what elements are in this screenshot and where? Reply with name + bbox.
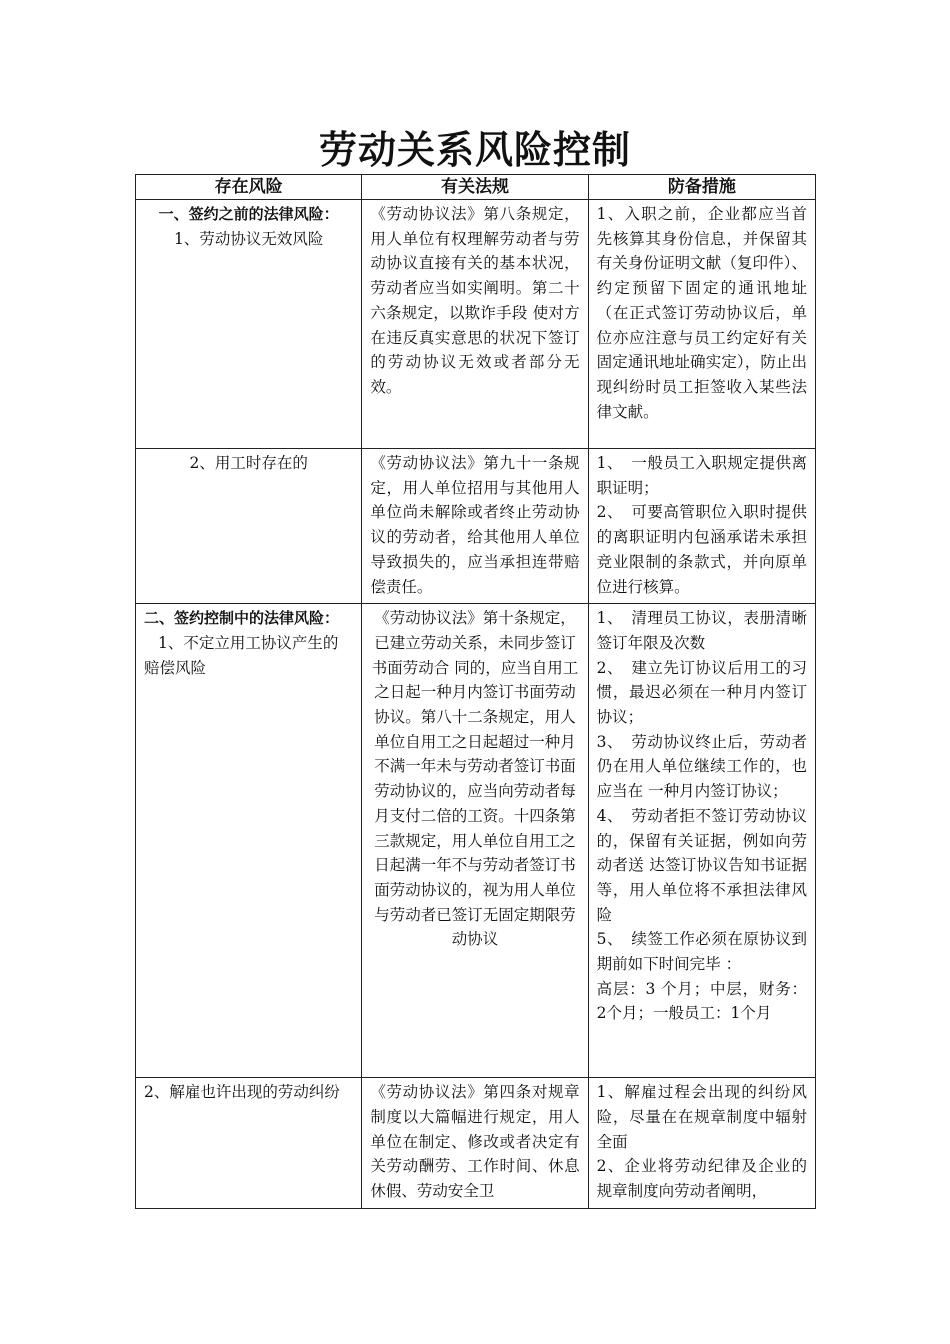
risk-cell xyxy=(136,200,362,449)
risk-item: 1、劳动协议无效风险 xyxy=(173,229,324,248)
measure-item: 2、企业将劳动纪律及企业的规章制度向劳动者阐明， xyxy=(596,1157,807,1201)
measure-item: 5、 续签工作必须在原协议到期前如下时间完毕 ： xyxy=(596,930,807,974)
law-cell: 《劳动协议法》第九十一条规定，用人单位招用与其他用人单位尚未解除或者终止劳动协议的劳动者，给其他用人单位导致损失的，应当承担连带赔偿责任。 xyxy=(362,449,588,604)
risk-section-title: 二、签约控制中的法律风险： xyxy=(144,609,340,628)
risk-item: 1、不定立用工协议产生的赔偿风险 xyxy=(144,633,339,677)
table-row xyxy=(136,200,816,449)
measure-item: 2、 建立先订协议后用工的习惯，最迟必须在一种月内签订协议； xyxy=(596,658,807,727)
risk-item: 2、用工时存在的 xyxy=(189,454,308,472)
measure-item: 1、解雇过程会出现的纠纷风险，尽量在在规章制度中辐射全面 xyxy=(596,1083,807,1151)
measure-item: 4、 劳动者拒不签订劳动协议的，保留有关证据，例如向劳动者送 达签订协议告知书证据等，用人单位将不承担法律风险 xyxy=(596,806,807,924)
measures-cell xyxy=(588,200,815,449)
measure-item: 2、 可要高管职位入职时提供的离职证明内包涵承诺未承担竞业限制的条款式，并向原单位进行核算。 xyxy=(596,503,807,596)
table-row xyxy=(136,604,816,1078)
measure-item: 1、 清理员工协议，表册清晰签订年限及次数 xyxy=(596,609,807,652)
measure-item: 3、 劳动协议终止后，劳动者仍在用人单位继续工作的，也应当在 一种月内签订协议； xyxy=(596,732,807,801)
header-law: 有关法规 xyxy=(362,175,588,200)
table-header-row xyxy=(136,175,816,200)
law-cell: 《劳动协议法》第八条规定，用人单位有权理解劳动者与劳动协议直接有关的基本状况，劳动者应当如实阐明。第二十六条规定，以欺诈手段 使对方在违反真实意思的状况下签订的劳动协议无效或者部分无效。 xyxy=(362,200,588,449)
measure-item: 高层：3 个月；中层，财务：2个月；一般员工：1个月 xyxy=(596,979,807,1023)
measures-cell xyxy=(588,449,815,604)
law-cell: 《劳动协议法》第十条规定，已建立劳动关系，未同步签订书面劳动合 同的，应当自用工之日起一种月内签订书面劳动协议。第八十二条规定，用人单位自用工之日起超过一种月不满一年未与劳动者签订书面劳动协议的，应当向劳动者每月支付二倍的工资。十四条第三款规定，用人单位自用工之日起满一年不与劳动者签订书面劳动协议的，视为用人单位与劳动者已签订无固定期限劳动协议 xyxy=(362,604,588,1078)
table-row xyxy=(136,1078,816,1209)
header-risk: 存在风险 xyxy=(136,175,362,200)
header-measures: 防备措施 xyxy=(588,175,815,200)
law-cell: 《劳动协议法》第四条对规章制度以大篇幅进行规定，用人单位在制定、修改或者决定有关劳动酬劳、工作时间、休息休假、劳动安全卫 xyxy=(362,1078,588,1209)
risk-cell xyxy=(136,604,362,1078)
risk-cell xyxy=(136,449,362,604)
measures-cell xyxy=(588,604,815,1078)
measure-item: 1、入职之前，企业都应当首先核算其身份信息，并保留其有关身份证明文献（复印件）、约定预留下固定的通讯地址（在正式签订劳动协议后，单位亦应注意与员工约定好有关固定通讯地址确实定），防止出现纠纷时员工拒签收入某些法律文献。 xyxy=(596,205,807,421)
measures-cell xyxy=(588,1078,815,1209)
risk-section-title: 一、签约之前的法律风险： xyxy=(158,205,339,223)
risk-control-table xyxy=(135,174,816,1209)
table-row xyxy=(136,449,816,604)
page-title: 劳动关系风险控制 xyxy=(318,128,631,172)
risk-item: 2、解雇也许出现的劳动纠纷 xyxy=(144,1083,340,1102)
risk-cell xyxy=(136,1078,362,1209)
measure-item: 1、 一般员工入职规定提供离职证明； xyxy=(596,454,807,497)
